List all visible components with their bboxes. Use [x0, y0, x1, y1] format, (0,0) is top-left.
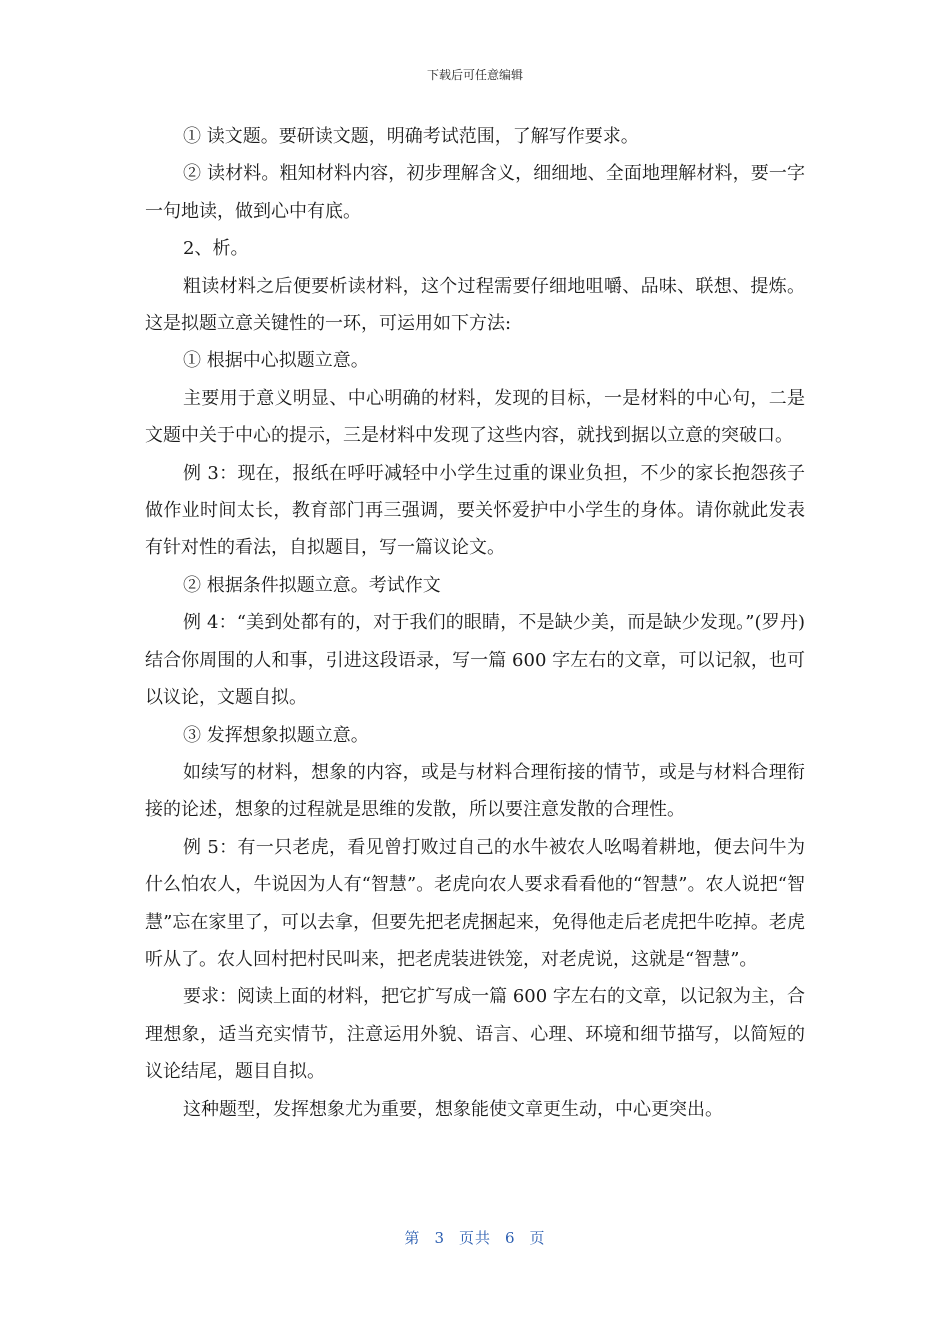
current-page-number: 3: [434, 1229, 445, 1247]
document-body: [145, 118, 805, 1128]
paragraph: ③ 发挥想象拟题立意。: [183, 724, 369, 746]
paragraph: ② 根据条件拟题立意。考试作文: [183, 574, 441, 596]
paragraph: ② 读材料。粗知材料内容，初步理解含义，细细地、全面地理解材料，要一字一句地读，做到心中有底。: [145, 163, 805, 222]
page-header: 下载后可任意编辑: [426, 68, 523, 82]
footer-middle: 页共: [458, 1229, 491, 1247]
paragraph: ① 读文题。要研读文题，明确考试范围，了解写作要求。: [183, 126, 639, 147]
paragraph: 2、析。: [183, 238, 249, 260]
total-pages-number: 6: [505, 1229, 516, 1247]
paragraph: 粗读材料之后便要析读材料，这个过程需要仔细地咀嚼、品味、联想、提炼。这是拟题立意关键性的一环，可运用如下方法:: [145, 275, 805, 335]
paragraph: 如续写的材料，想象的内容，或是与材料合理衔接的情节，或是与材料合理衔接的论述，想象的过程就是思维的发散，所以要注意发散的合理性。: [145, 761, 805, 821]
footer-suffix: 页: [529, 1229, 546, 1247]
paragraph: 例 4：“美到处都有的，对于我们的眼睛，不是缺少美，而是缺少发现。”(罗丹)结合你周围的人和事，引进这段语录，写一篇 600 字左右的文章，可以记叙，也可以议论，文题自拟。: [145, 612, 805, 709]
paragraph: 例 3：现在，报纸在呼吁减轻中小学生过重的课业负担，不少的家长抱怨孩子做作业时间太长，教育部门再三强调，要关怀爱护中小学生的身体。请你就此发表有针对性的看法，自拟题目，写一篇议论文。: [145, 462, 805, 559]
paragraph: 主要用于意义明显、中心明确的材料，发现的目标，一是材料的中心句，二是文题中关于中心的提示，三是材料中发现了这些内容，就找到据以立意的突破口。: [145, 387, 805, 447]
paragraph: 例 5：有一只老虎，看见曾打败过自己的水牛被农人吆喝着耕地，便去问牛为什么怕农人，牛说因为人有“智慧”。老虎向农人要求看看他的“智慧”。农人说把“智慧”忘在家里了，可以去拿，但要先把老虎捆起来，免得他走后老虎把牛吃掉。老虎听从了。农人回村把村民叫来，把老虎装进铁笼，对老虎说，这就是“智慧”。: [145, 836, 805, 970]
paragraph: 这种题型，发挥想象尤为重要，想象能使文章更生动，中心更突出。: [183, 1098, 723, 1120]
paragraph: 要求：阅读上面的材料，把它扩写成一篇 600 字左右的文章，以记叙为主，合理想象，适当充实情节，注意运用外貌、语言、心理、环境和细节描写，以简短的议论结尾，题目自拟。: [145, 986, 805, 1083]
footer-prefix: 第: [404, 1229, 421, 1247]
paragraph: ① 根据中心拟题立意。: [183, 350, 369, 372]
page-footer: [0, 1227, 950, 1248]
